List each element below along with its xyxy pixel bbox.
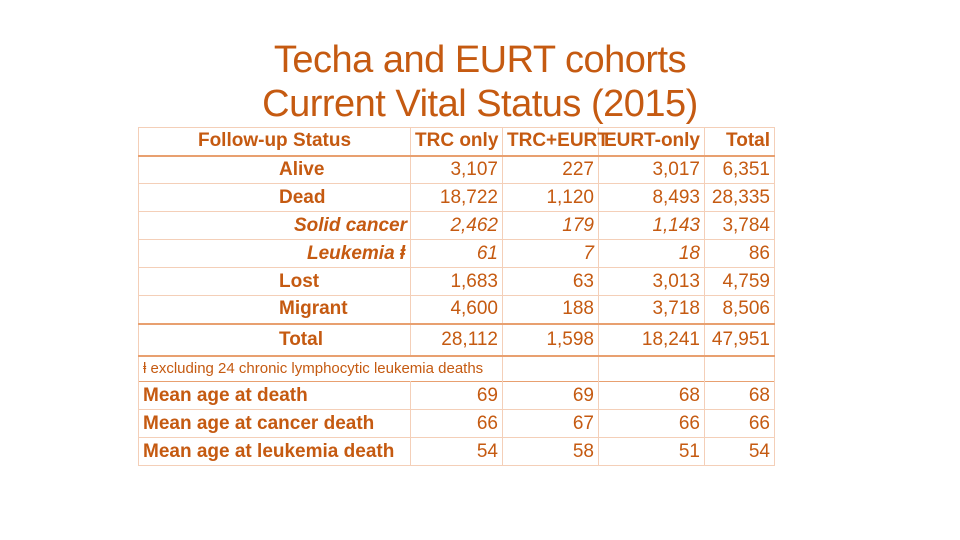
row-label: Mean age at cancer death	[139, 410, 411, 438]
cell-value: 4,600	[411, 296, 503, 324]
header-total: Total	[705, 128, 775, 156]
cell-value: 3,784	[705, 212, 775, 240]
vital-status-table	[138, 127, 775, 466]
table-row-alive	[139, 156, 775, 184]
row-label: Dead	[139, 184, 411, 212]
table-row-mean-age-cancer-death	[139, 410, 775, 438]
cell-value: 68	[599, 382, 705, 410]
cell-value: 8,506	[705, 296, 775, 324]
cell-value: 66	[411, 410, 503, 438]
empty-cell	[599, 356, 705, 382]
cell-value: 3,107	[411, 156, 503, 184]
slide-title-line-1: Techa and EURT cohorts	[273, 39, 687, 81]
cell-value: 18,722	[411, 184, 503, 212]
footnote: ⱡ excluding 24 chronic lymphocytic leukemia deaths	[139, 356, 503, 382]
cell-value: 8,493	[599, 184, 705, 212]
cell-value: 6,351	[705, 156, 775, 184]
empty-cell	[503, 356, 599, 382]
cell-value: 188	[503, 296, 599, 324]
table-header-row	[139, 128, 775, 156]
table-row-migrant	[139, 296, 775, 324]
header-eurt-only: EURT-only	[599, 128, 705, 156]
row-label: Mean age at death	[139, 382, 411, 410]
cell-value: 18	[599, 240, 705, 268]
cell-value: 86	[705, 240, 775, 268]
footnote-row	[139, 356, 775, 382]
cell-value: 18,241	[599, 324, 705, 356]
row-label: Leukemia ⱡ	[139, 240, 411, 268]
table-row-solid-cancer	[139, 212, 775, 240]
row-label: Solid cancer	[139, 212, 411, 240]
cell-value: 1,598	[503, 324, 599, 356]
cell-value: 67	[503, 410, 599, 438]
table-row-mean-age-leukemia-death	[139, 438, 775, 466]
cell-value: 66	[599, 410, 705, 438]
cell-value: 68	[705, 382, 775, 410]
cell-value: 3,013	[599, 268, 705, 296]
cell-value: 1,143	[599, 212, 705, 240]
row-label: Total	[139, 324, 411, 356]
cell-value: 28,112	[411, 324, 503, 356]
table-row-dead	[139, 184, 775, 212]
cell-value: 63	[503, 268, 599, 296]
cell-value: 28,335	[705, 184, 775, 212]
cell-value: 61	[411, 240, 503, 268]
cell-value: 54	[705, 438, 775, 466]
table-row-total	[139, 324, 775, 356]
cell-value: 1,120	[503, 184, 599, 212]
cell-value: 1,683	[411, 268, 503, 296]
cell-value: 3,718	[599, 296, 705, 324]
cell-value: 179	[503, 212, 599, 240]
row-label: Mean age at leukemia death	[139, 438, 411, 466]
cell-value: 54	[411, 438, 503, 466]
empty-cell	[705, 356, 775, 382]
slide-title-line-2: Current Vital Status (2015)	[262, 83, 698, 125]
table-row-mean-age-death	[139, 382, 775, 410]
header-follow-up-status: Follow-up Status	[139, 128, 411, 156]
cell-value: 3,017	[599, 156, 705, 184]
header-trc-only: TRC only	[411, 128, 503, 156]
cell-value: 2,462	[411, 212, 503, 240]
cell-value: 47,951	[705, 324, 775, 356]
row-label: Lost	[139, 268, 411, 296]
cell-value: 227	[503, 156, 599, 184]
cell-value: 66	[705, 410, 775, 438]
cell-value: 69	[503, 382, 599, 410]
table-row-lost	[139, 268, 775, 296]
cell-value: 7	[503, 240, 599, 268]
cell-value: 4,759	[705, 268, 775, 296]
cell-value: 58	[503, 438, 599, 466]
row-label: Alive	[139, 156, 411, 184]
row-label: Migrant	[139, 296, 411, 324]
cell-value: 51	[599, 438, 705, 466]
header-trc-eurt: TRC+EURT	[503, 128, 599, 156]
table-row-leukemia	[139, 240, 775, 268]
cell-value: 69	[411, 382, 503, 410]
